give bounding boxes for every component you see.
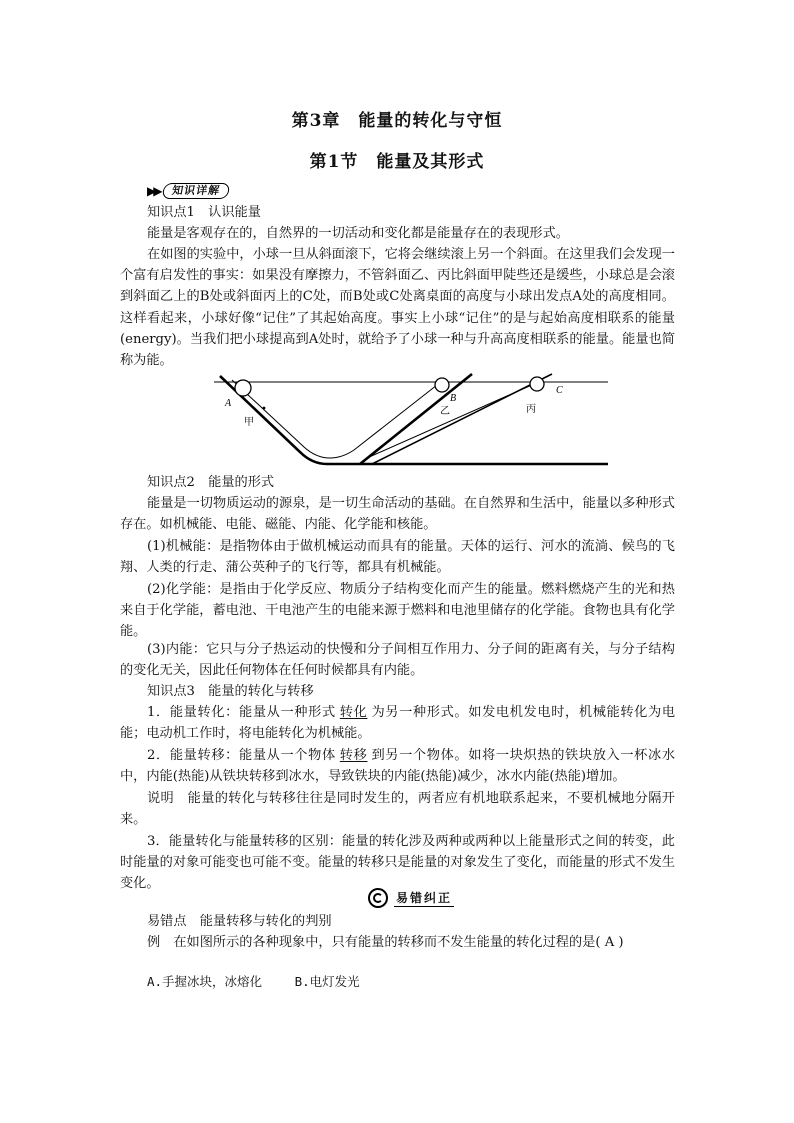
error-example: 例 在如图所示的各种现象中，只有能量的转移而不发生能量的转化过程的是( A ) [147,935,624,950]
error-heading: 易错点 能量转移与转化的判别 [147,914,332,929]
kp3-p2-after: 到另一个物体。如将一块炽热的铁块放入一杯冰水中，内能(热能)从铁块转移到冰水，导致铁块的内能(热能)减少，冰水内能(热能)增加。 [120,748,676,785]
kp2-paragraph-1: 能量是一切物质运动的源泉，是一切生命活动的基础。在自然界和生活中，能量以多种形式存在。如机械能、电能、磁能、内能、化学能和核能。 [120,496,675,533]
kp2-paragraph-4: (3)内能：它只与分子热运动的快慢和分子间相互作用力、分子间的距离有关，与分子结构的变化无关，因此任何物体在任何时候都具有内能。 [120,642,675,679]
chapter-title: 第3章 能量的转化与守恒 [291,111,503,131]
kp2-heading: 知识点2 能量的形式 [147,475,275,490]
kp3-paragraph-3: 3．能量转化与能量转移的区别：能量的转化涉及两种或两种以上能量形式之间的转变，此时能量的对象可能变也可能不变。能量的转移只是能量的对象发生了变化，而能量的形式不发生变化。 [120,834,675,892]
error-badge: 易错纠正 [396,891,453,905]
kp1-paragraph-1: 能量是客观存在的，自然界的一切活动和变化都是能量存在的表现形式。 [147,226,569,241]
ball-c [530,377,544,391]
spiral-icon [368,888,388,908]
kp3-paragraph-2 [120,745,675,787]
label-b: B [450,393,457,404]
label-jia: 甲 [244,417,254,428]
label-a: A [225,398,232,409]
motion-dot [263,407,266,410]
kp3-blank-1: 转化 [339,705,368,720]
inclined-plane-diagram [212,372,612,470]
error-badge-row [368,888,454,908]
label-c: C [556,385,563,396]
ball-a [235,380,251,396]
kp3-p1-before: 1．能量转化：能量从一种形式 [147,705,336,720]
kp1-paragraph-2: 在如图的实验中，小球一旦从斜面滚下，它将会继续滚上另一个斜面。在这里我们会发现一个富有启发性的事实：如果没有摩擦力，不管斜面乙、丙比斜面甲陡些还是缓些，小球总是会滚到斜面乙上的B处或斜面丙上的C处，而B处或C处离桌面的高度与小球出发点A处的高度相同。这样看起来，小球好像“记住”了其起始高度。事实上小球“记住”的是与起始高度相联系的能量(energy)。当我们把小球提高到A处时，就给予了小球一种与升高高度相联系的能量。能量也简称为能。 [120,247,675,369]
knowledge-badge: 知识详解 [162,183,231,199]
kp3-p1-after: 为另一种形式。如发电机发电时，机械能转化为电能；电动机工作时，将电能转化为机械能。 [120,705,676,742]
kp2-paragraph-3: (2)化学能：是指由于化学反应、物质分子结构变化而产生的能量。燃料燃烧产生的光和热来自于化学能，蓄电池、干电池产生的电能来源于燃料和电池里储存的化学能。食物也具有化学能。 [120,582,675,640]
label-yi: 乙 [440,406,450,417]
label-bing: 丙 [526,404,536,415]
kp3-paragraph-1 [120,702,675,744]
knowledge-badge-row [147,182,229,200]
kp3-note: 说明 能量的转化与转移往往是同时发生的，两者应有机地联系起来，不要机械地分隔开来。 [120,791,675,828]
kp1-heading: 知识点1 认识能量 [147,205,261,220]
double-arrow-icon: ▶▶ [147,184,160,198]
kp3-heading: 知识点3 能量的转化与转移 [147,684,314,699]
ball-b [435,378,449,392]
kp3-p2-before: 2．能量转移：能量从一个物体 [147,748,336,763]
error-options: A.手握冰块，冰熔化 B.电灯发光 [147,974,360,989]
kp2-paragraph-2: (1)机械能：是指物体由于做机械运动而具有的能量。天体的运行、河水的流淌、候鸟的飞翔、人类的行走、蒲公英种子的飞行等，都具有机械能。 [120,539,675,576]
kp3-blank-2: 转移 [339,748,368,763]
section-title: 第1节 能量及其形式 [309,152,485,172]
